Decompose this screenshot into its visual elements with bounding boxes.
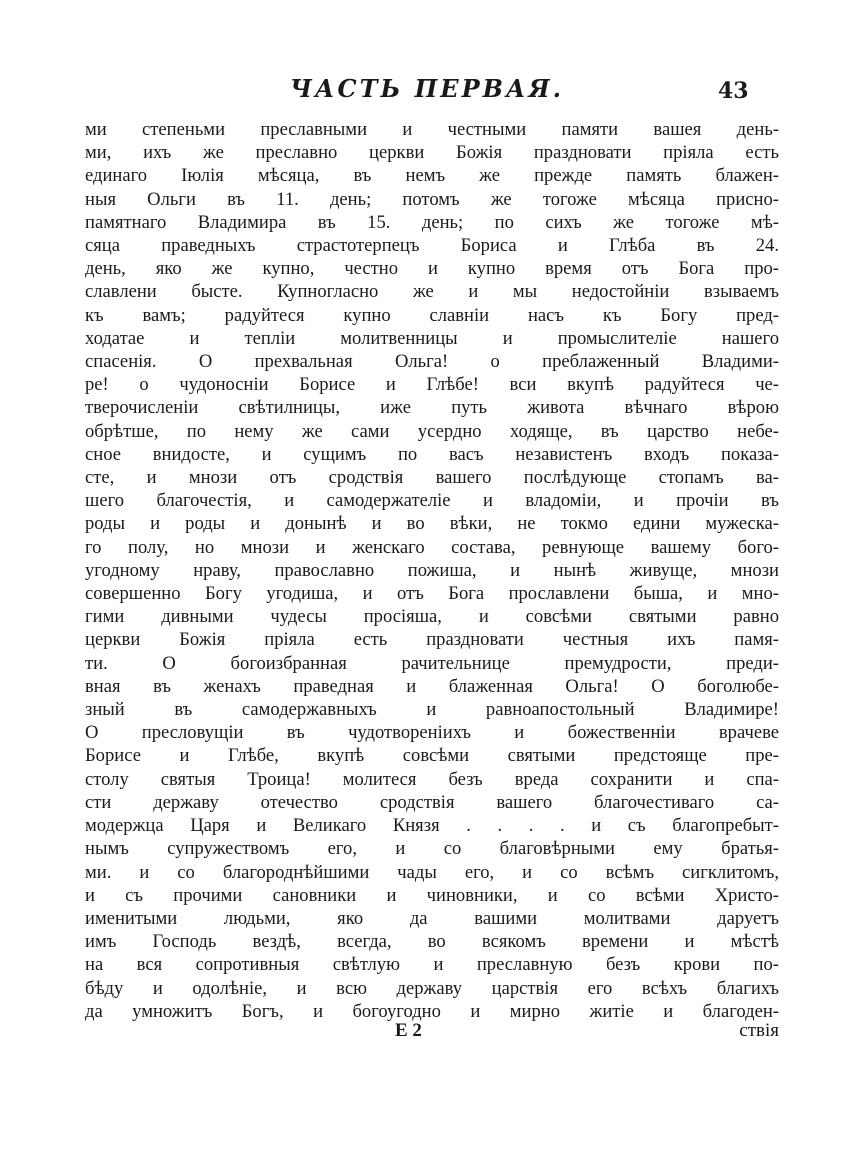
text-line: гими дивными чудесы просіяша, и совсѣми святыми равно <box>85 606 779 628</box>
text-line: модержца Царя и Великаго Князя . . . . и съ благопребыт- <box>85 815 779 837</box>
text-line: именитыми людьми, яко да вашими молитвами даруетъ <box>85 907 779 929</box>
text-line: славлени бысте. Купногласно же и мы недостойніи взываемъ <box>85 281 779 303</box>
text-line: О пресловущіи въ чудотвореніихъ и божественніи врачеве <box>85 722 779 744</box>
running-head <box>0 70 854 110</box>
text-line: совершенно Богу угодиша, и отъ Бога прославлени быша, и мно- <box>85 583 779 605</box>
text-line: шего благочестія, и самодержателіе и владоміи, и прочіи въ <box>85 490 779 512</box>
text-line: на вся сопротивныя свѣтлую и преславную безъ крови по- <box>85 954 779 976</box>
text-line: угодному нраву, православно пожиша, и нынѣ живуще, мнози <box>85 559 779 581</box>
text-line: тверочисленіи свѣтилницы, иже путь живота вѣчнаго вѣрою <box>85 397 779 419</box>
text-line: ми степеньми преславными и честными памяти вашея день- <box>85 119 779 140</box>
text-line: да умножитъ Богъ, и богоугодно и мирно житіе и благоден- <box>85 1000 779 1022</box>
page-number: 43 <box>718 78 749 104</box>
text-line: ми, ихъ же преславно церкви Божія праздновати пріяла есть <box>85 142 779 164</box>
text-line: вная въ женахъ праведная и блаженная Ольга! О боголюбе- <box>85 675 779 697</box>
text-line: зный въ самодержавныхъ и равноапостольный Владимире! <box>85 699 779 721</box>
text-line: ре! о чудоносніи Борисе и Глѣбе! вси вкупѣ радуйтеся че- <box>85 374 779 396</box>
page-footer <box>85 1020 779 1050</box>
text-line: спасенія. О прехвальная Ольга! о преблаженный Владими- <box>85 351 779 373</box>
text-line: сяца праведныхъ страстотерпецъ Бориса и Глѣба въ 24. <box>85 235 779 257</box>
text-line: ныя Ольги въ 11. день; потомъ же тогоже мѣсяца присно- <box>85 188 779 210</box>
text-line: Борисе и Глѣбе, вкупѣ совсѣми святыми предстояще пре- <box>85 745 779 767</box>
text-line: и съ прочими сановники и чиновники, и со всѣми Христо- <box>85 884 779 906</box>
text-line: столу святыя Троица! молитеся безъ вреда сохранити и спа- <box>85 768 779 790</box>
text-line: сте, и мнози отъ сродствія вашего послѣдующе стопамъ ва- <box>85 467 779 489</box>
text-line: сное внидосте, и сущимъ по васъ независтенъ входъ показа- <box>85 443 779 465</box>
page-header-title: ЧАСТЬ ПЕРВАЯ. <box>290 74 564 103</box>
text-line: обрѣтше, по нему же сами усердно ходяще, въ царство небе- <box>85 420 779 442</box>
text-line: сти державу отечество сродствія вашего благочестиваго са- <box>85 791 779 813</box>
text-line: роды и роды и донынѣ и во вѣки, не токмо едини мужеска- <box>85 513 779 535</box>
text-line: памятнаго Владимира въ 15. день; по сихъ же тогоже мѣ- <box>85 211 779 233</box>
text-line: бѣду и одолѣніе, и всю державу царствія его всѣхъ благихъ <box>85 977 779 999</box>
text-line: нымъ супружествомъ его, и со благовѣрными ему братья- <box>85 838 779 860</box>
text-line: имъ Господь вездѣ, всегда, во всякомъ времени и мѣстѣ <box>85 931 779 953</box>
text-line: къ вамъ; радуйтеся купно славніи насъ къ Богу пред- <box>85 304 779 326</box>
text-line: единаго Іюлія мѣсяца, въ немъ же прежде память блажен- <box>85 165 779 187</box>
text-line: ми. и со благороднѣйшими чады его, и со всѣмъ сигклитомъ, <box>85 861 779 883</box>
text-line: день, яко же купно, честно и купно время отъ Бога про- <box>85 258 779 280</box>
text-line: церкви Божія пріяла есть праздновати честныя ихъ памя- <box>85 629 779 651</box>
catchword: ствія <box>739 1020 779 1041</box>
text-line: ходатае и тепліи молитвенницы и промыслителіе нашего <box>85 327 779 349</box>
text-line: го полу, но мнози и женскаго состава, ревнующе вашему бого- <box>85 536 779 558</box>
signature-mark: Е 2 <box>395 1020 422 1041</box>
text-line: ти. О богоизбранная рачительнице премудрости, преди- <box>85 652 779 674</box>
body-text <box>85 118 779 1023</box>
